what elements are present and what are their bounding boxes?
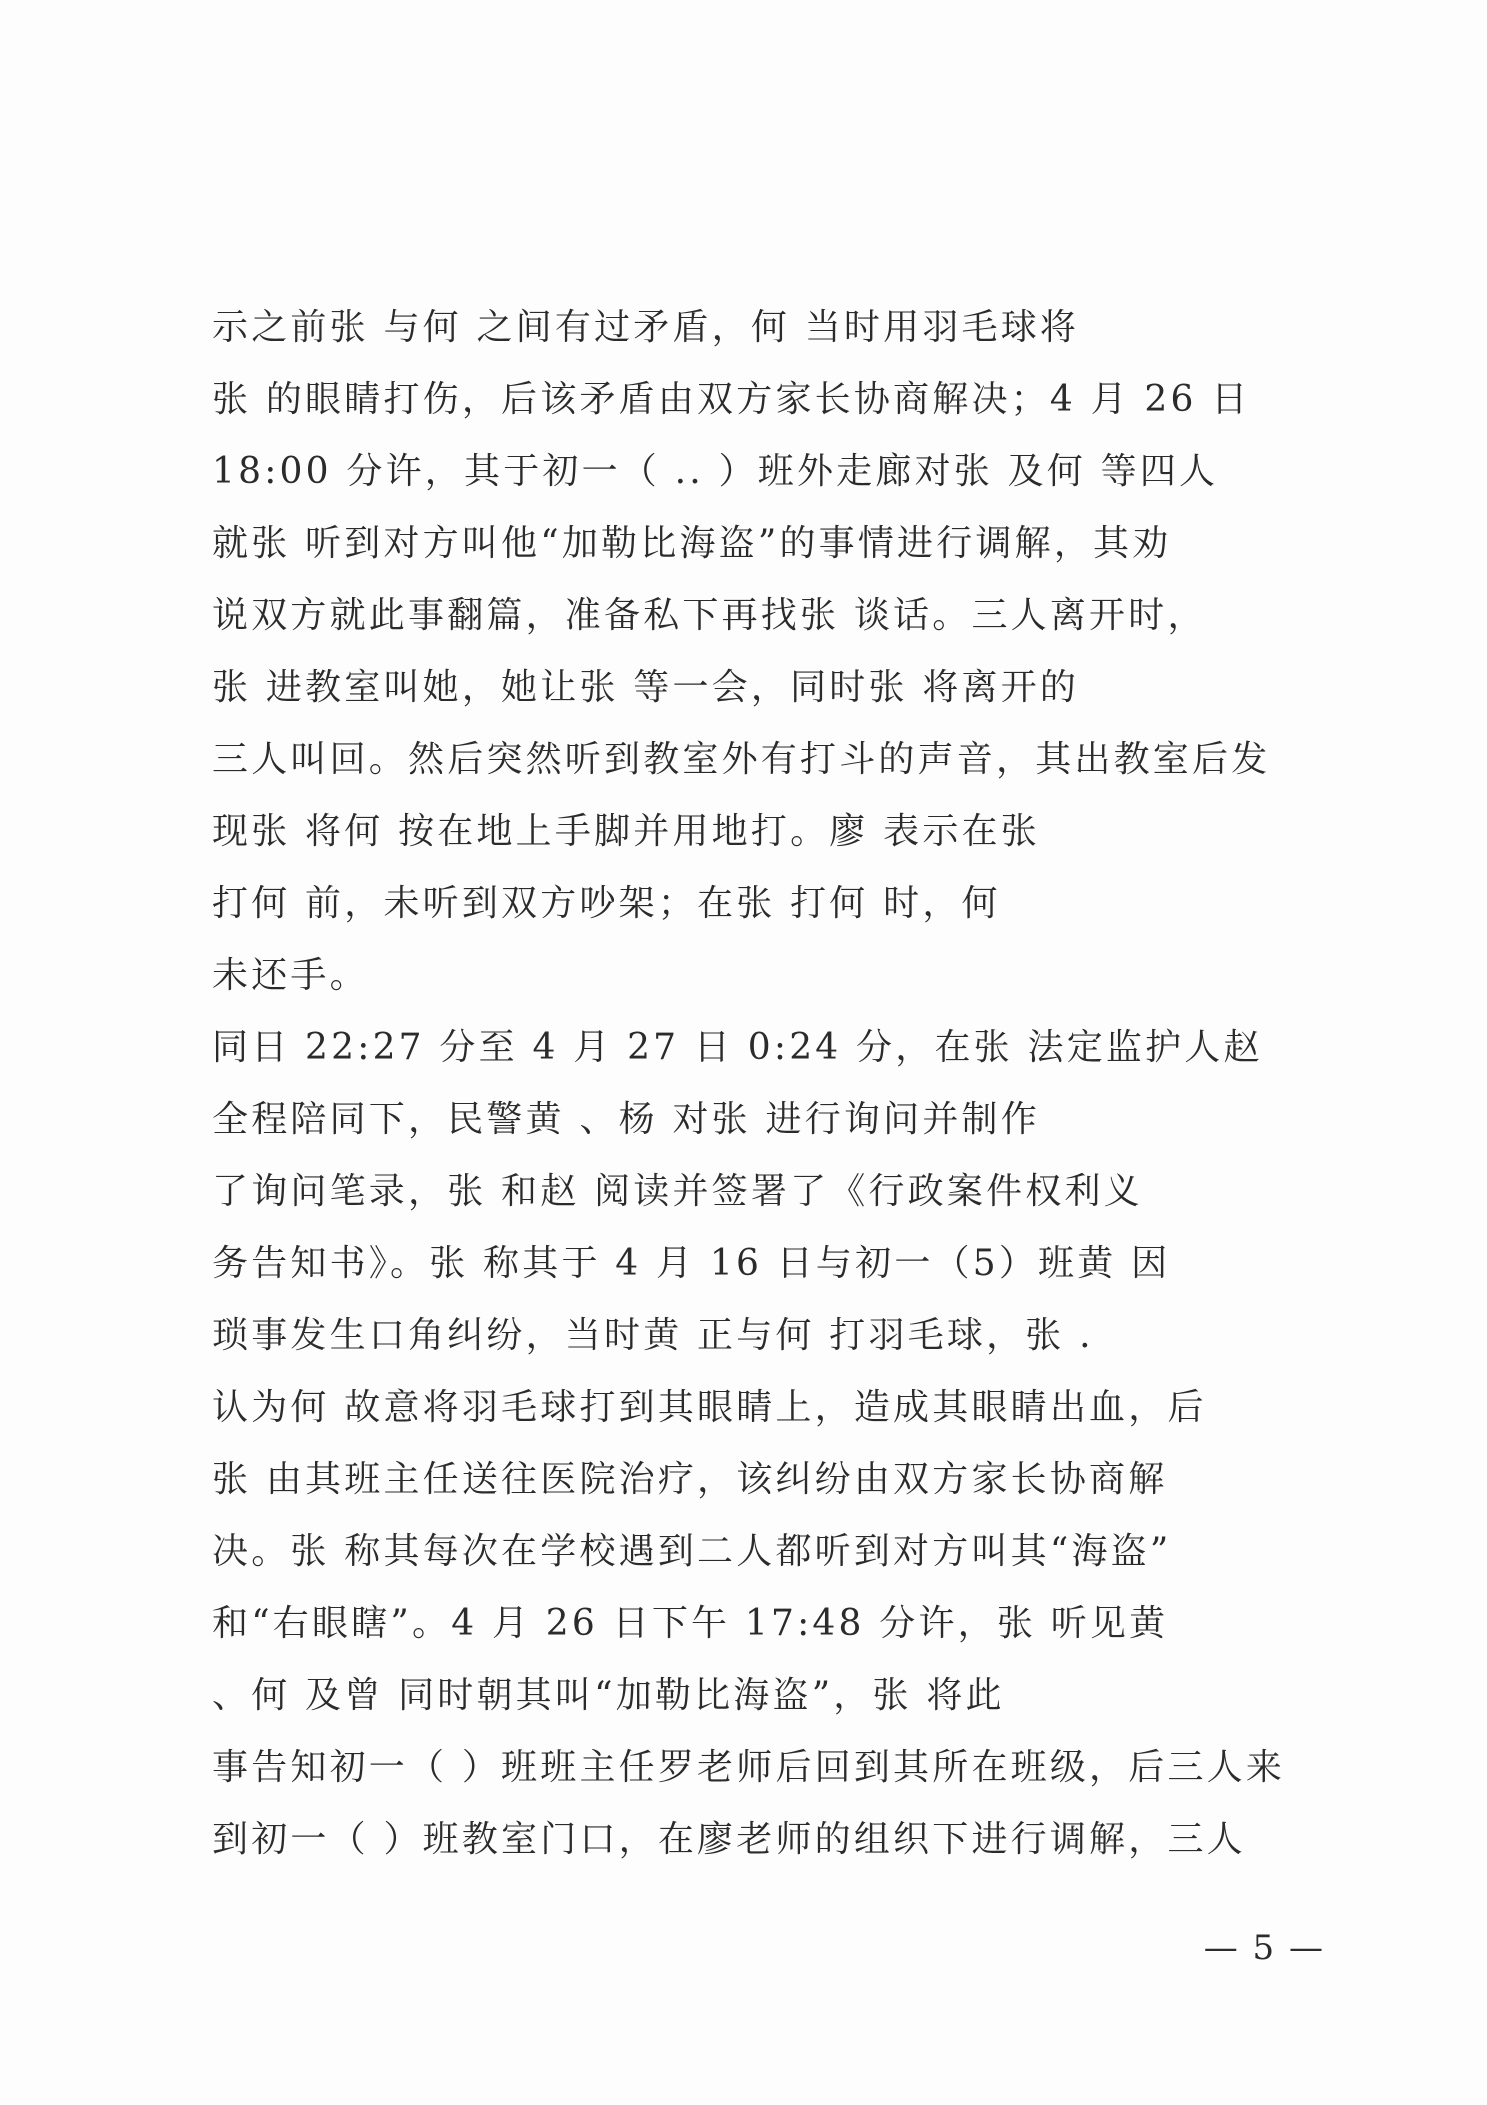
text-line: 、何 及曾 同时朝其叫“加勒比海盗”，张 将此 xyxy=(212,1675,1005,1716)
text-line: 打何 前，未听到双方吵架；在张 打何 时，何 xyxy=(212,883,1001,924)
text-line: 事告知初一（ ）班班主任罗老师后回到其所在班级，后三人来 xyxy=(212,1747,1286,1788)
text-line: 琐事发生口角纠纷，当时黄 正与何 打羽毛球，张 . xyxy=(212,1315,1094,1356)
text-line: 未还手。 xyxy=(212,955,369,996)
text-line: 现张 将何 按在地上手脚并用地打。廖 表示在张 xyxy=(212,811,1040,852)
text-line: 张 进教室叫她，她让张 等一会，同时张 将离开的 xyxy=(212,667,1080,708)
text-line: 张 的眼睛打伤，后该矛盾由双方家长协商解决；4 月 26 日 xyxy=(212,379,1251,420)
text-line: 决。张 称其每次在学校遇到二人都听到对方叫其“海盗” xyxy=(212,1531,1172,1572)
page-number: — 5 — xyxy=(1203,1928,1325,1968)
text-line: 到初一（ ）班教室门口，在廖老师的组织下进行调解，三人 xyxy=(212,1819,1246,1860)
text-line: 18:00 分许，其于初一（ .. ）班外走廊对张 及何 等四人 xyxy=(212,451,1219,492)
text-line: 了询问笔录，张 和赵 阅读并签署了《行政案件权利义 xyxy=(212,1171,1143,1212)
text-line: 和“右眼瞎”。4 月 26 日下午 17:48 分许，张 听见黄 xyxy=(212,1603,1169,1644)
text-line: 示之前张 与何 之间有过矛盾，何 当时用羽毛球将 xyxy=(212,307,1080,348)
text-line: 张 由其班主任送往医院治疗，该纠纷由双方家长协商解 xyxy=(212,1459,1168,1500)
text-line: 认为何 故意将羽毛球打到其眼睛上，造成其眼睛出血，后 xyxy=(212,1387,1207,1428)
text-line: 说双方就此事翻篇，准备私下再找张 谈话。三人离开时， xyxy=(212,595,1207,636)
text-line: 全程陪同下，民警黄 、杨 对张 进行询问并制作 xyxy=(212,1099,1040,1140)
text-line: 同日 22:27 分至 4 月 27 日 0:24 分，在张 法定监护人赵 xyxy=(212,1027,1263,1068)
document-body xyxy=(212,292,1322,1876)
text-line: 三人叫回。然后突然听到教室外有打斗的声音，其出教室后发 xyxy=(212,739,1271,780)
text-line: 务告知书》。张 称其于 4 月 16 日与初一（5）班黄 因 xyxy=(212,1243,1171,1284)
text-line: 就张 听到对方叫他“加勒比海盗”的事情进行调解，其劝 xyxy=(212,523,1172,564)
